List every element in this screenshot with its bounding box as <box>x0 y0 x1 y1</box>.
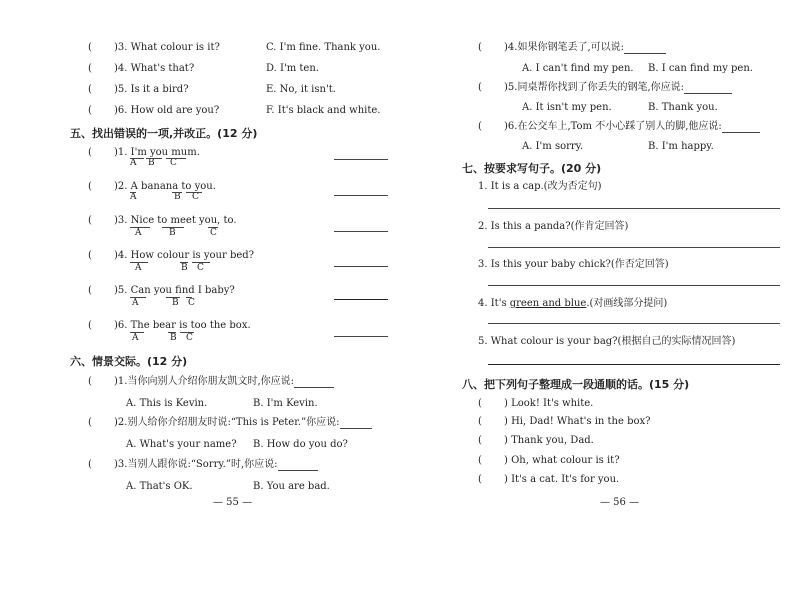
answer-line[interactable] <box>334 336 388 337</box>
match-q3: ( )3. What colour is it? <box>88 42 220 53</box>
dialog-q3-option-b: B. You are bad. <box>253 481 330 492</box>
error-underline <box>180 332 194 333</box>
dialog-q6-option-b: B. I'm happy. <box>648 141 714 152</box>
dialog-q2-option-a: A. What's your name? <box>126 439 237 450</box>
answer-blank[interactable] <box>340 418 372 429</box>
dialog-q4-option-a: A. I can't find my pen. <box>522 63 634 74</box>
order-item-4: ( ) Oh, what colour is it? <box>478 455 620 466</box>
right-page <box>400 0 800 589</box>
error-q1: ( )1. I'm you mum. <box>88 147 200 158</box>
dialog-q3-option-a: A. That's OK. <box>126 481 193 492</box>
error-underline <box>130 262 148 263</box>
error-underline <box>172 192 182 193</box>
match-answer-c: C. I'm fine. Thank you. <box>266 42 381 53</box>
section-5-title: 五、找出错误的一项,并改正。(12 分) <box>70 127 258 140</box>
dialog-q4-option-b: B. I can find my pen. <box>648 63 753 74</box>
error-q2: ( )2. A banana to you. <box>88 181 216 192</box>
dialog-q1: ( )1.当你向别人介绍你朋友凯文时,你应说: <box>88 376 334 388</box>
error-underline <box>180 262 188 263</box>
rewrite-q3: 3. Is this your baby chick?(作否定回答) <box>478 259 669 270</box>
section-6-title: 六、情景交际。(12 分) <box>70 355 188 368</box>
dialog-q3: ( )3.当别人跟你说:“Sorry.”时,你应说: <box>88 459 318 471</box>
match-q4: ( )4. What's that? <box>88 63 195 74</box>
dialog-q1-option-a: A. This is Kevin. <box>126 398 208 409</box>
answer-blank[interactable] <box>294 377 334 388</box>
answer-line[interactable] <box>334 231 388 232</box>
underlined-phrase: green and blue <box>509 298 587 309</box>
error-underline <box>168 332 176 333</box>
error-underline <box>186 297 192 298</box>
answer-line[interactable] <box>488 364 780 365</box>
answer-line[interactable] <box>334 299 388 300</box>
left-page: ( )3. What colour is it? C. I'm fine. Thank you. ( )4. What's that? D. I'm ten. ( )5. Is it a bird? E. No, it isn't. ( )6. How old are you? F. It's black and white. 五、找出错误的一项,并改正。(12 分) ( )1. I'm you mum. A B C ( )2. A banana to you. A B C ( )3. Nice to meet you, to. A B C ( )4. How colour is your bed? A B C ( )5. Can you find I baby? A B C ( )6. The bear is too the box. A B C 六、情景交际。(12 分) ( )1.当你向别人介绍你朋友凯文时,你应说: A. This is Kevin. B. I'm Kevin. ( )2.别人给你介绍朋友时说:“This is Peter.”你应说: A. What's your name? B. How do you do? ( )3.当别人跟你说:“Sorry.”时,你应说: A. That's OK. B. You are bad. — 55 — <box>0 0 400 589</box>
match-answer-d: D. I'm ten. <box>266 63 319 74</box>
error-underline <box>192 262 210 263</box>
answer-line[interactable] <box>334 159 388 160</box>
order-item-5: ( ) It's a cat. It's for you. <box>478 474 620 485</box>
answer-line[interactable] <box>488 208 780 209</box>
error-underline <box>162 227 184 228</box>
answer-blank[interactable] <box>722 122 760 133</box>
order-item-3: ( ) Thank you, Dad. <box>478 435 594 446</box>
dialog-q6-option-a: A. I'm sorry. <box>522 141 584 152</box>
answer-line[interactable] <box>488 285 780 286</box>
error-underline <box>130 192 136 193</box>
section-7-title: 七、按要求写句子。(20 分) <box>462 162 602 175</box>
order-item-2: ( ) Hi, Dad! What's in the box? <box>478 416 651 427</box>
error-underline <box>166 297 180 298</box>
answer-blank[interactable] <box>684 83 732 94</box>
rewrite-q5: 5. What colour is your bag?(根据自己的实际情况回答) <box>478 336 736 347</box>
page-number: — 55 — <box>213 497 253 508</box>
error-underline <box>130 297 146 298</box>
error-underline <box>166 158 186 159</box>
dialog-q2-option-b: B. How do you do? <box>253 439 348 450</box>
dialog-q2: ( )2.别人给你介绍朋友时说:“This is Peter.”你应说: <box>88 417 372 429</box>
match-answer-f: F. It's black and white. <box>266 105 381 116</box>
error-underline <box>208 227 218 228</box>
error-q5: ( )5. Can you find I baby? <box>88 285 235 296</box>
dialog-q5-option-a: A. It isn't my pen. <box>522 102 612 113</box>
match-q5: ( )5. Is it a bird? <box>88 84 189 95</box>
answer-line[interactable] <box>488 323 780 324</box>
error-underline <box>146 158 162 159</box>
answer-blank[interactable] <box>278 460 318 471</box>
order-item-1: ( ) Look! It's white. <box>478 398 594 409</box>
error-underline <box>130 158 144 159</box>
rewrite-q1: 1. It is a cap.(改为否定句) <box>478 181 602 192</box>
error-underline <box>130 227 150 228</box>
error-q6: ( )6. The bear is too the box. <box>88 320 251 331</box>
dialog-q4: ( )4.如果你钢笔丢了,可以说: <box>478 42 666 54</box>
dialog-q5-option-b: B. Thank you. <box>648 102 718 113</box>
match-q6: ( )6. How old are you? <box>88 105 220 116</box>
dialog-q5: ( )5.同桌帮你找到了你丢失的钢笔,你应说: <box>478 82 732 94</box>
dialog-q6: ( )6.在公交车上,Tom 不小心踩了别人的脚,他应说: <box>478 121 760 133</box>
rewrite-q4: 4. It's green and blue.(对画线部分提问) <box>478 298 668 309</box>
rewrite-q2: 2. Is this a panda?(作肯定回答) <box>478 221 629 232</box>
answer-line[interactable] <box>334 266 388 267</box>
page-number: — 56 — <box>600 497 640 508</box>
match-answer-e: E. No, it isn't. <box>266 84 336 95</box>
dialog-q1-option-b: B. I'm Kevin. <box>253 398 318 409</box>
error-q3: ( )3. Nice to meet you, to. <box>88 215 237 226</box>
error-underline <box>130 332 144 333</box>
answer-line[interactable] <box>334 195 388 196</box>
error-q4: ( )4. How colour is your bed? <box>88 250 255 261</box>
error-underline <box>186 192 202 193</box>
answer-blank[interactable] <box>624 43 666 54</box>
section-8-title: 八、把下列句子整理成一段通顺的话。(15 分) <box>462 378 690 391</box>
answer-line[interactable] <box>488 247 780 248</box>
